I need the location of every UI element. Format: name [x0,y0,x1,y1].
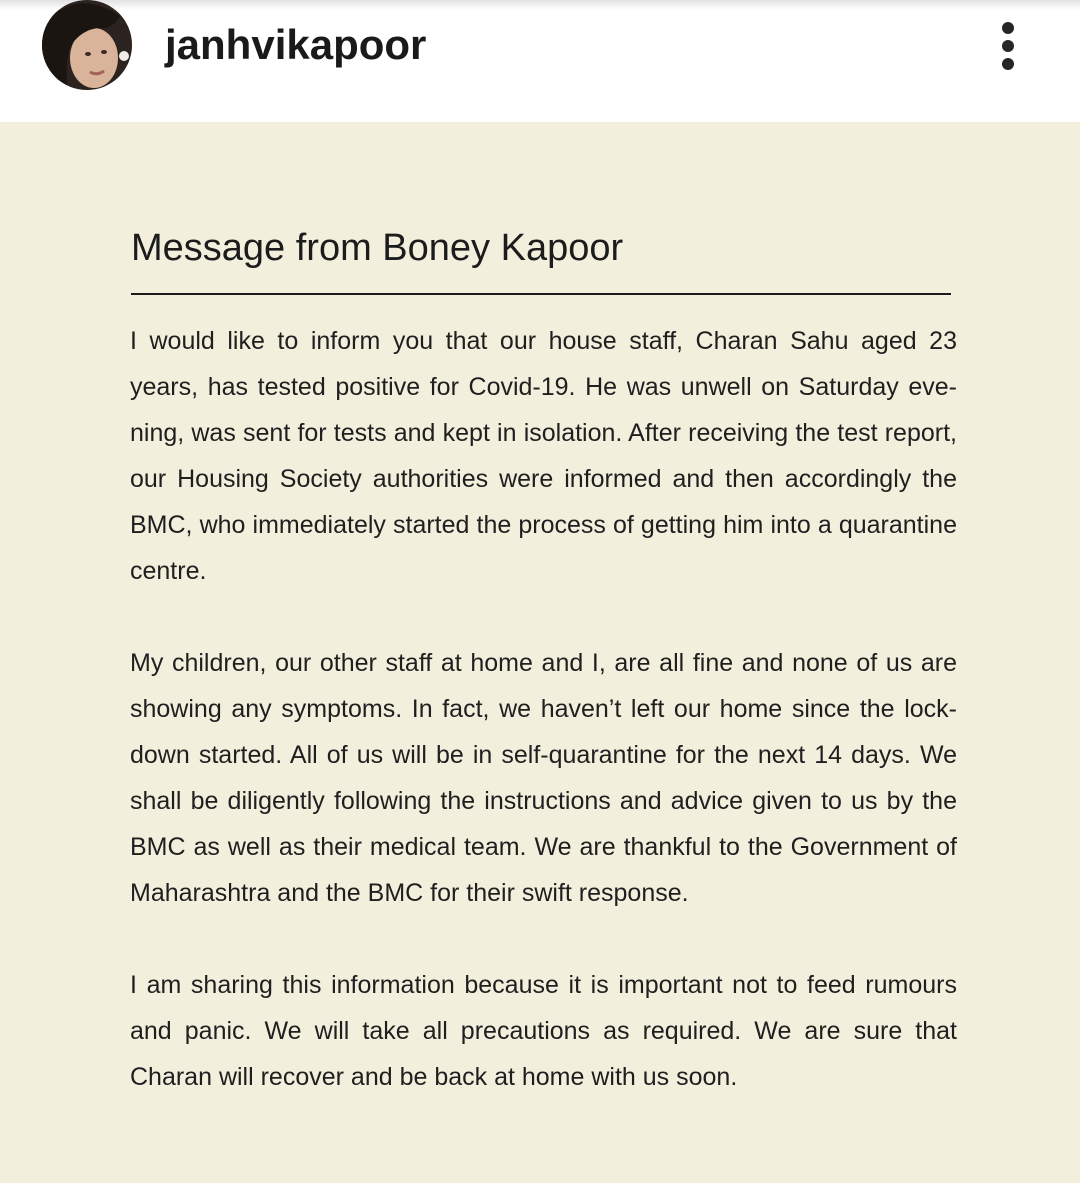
title-divider [131,293,951,295]
more-vertical-icon [1002,22,1014,34]
post-body [130,318,957,1146]
paragraph: I am sharing this information because it is important not to feed rumours and panic. We will take all precautions as required. We are sure that Charan will recover and be back at home with us soon. [130,971,957,1091]
more-options-button[interactable] [986,18,1030,74]
post-header [0,0,1080,122]
post-title: Message from Boney Kapoor [131,227,624,269]
username[interactable]: janhvikapoor [165,21,427,68]
paragraph: My children, our other staff at home and I, are all fine and none of us are showing any symptoms. In fact, we haven’t left our home since the lockdown started. All of us will be in self-quarantine for the next 14 days. We shall be diligently following the instructions and advice given to us by the BMC as well as their medical team. We are thankful to the Government of Maharashtra and the BMC for their swift response. [130,649,957,907]
more-vertical-icon [1002,58,1014,70]
profile-photo-icon [42,0,132,90]
more-vertical-icon [1002,40,1014,52]
post-image[interactable] [0,122,1080,1183]
paragraph: I would like to inform you that our house staff, Charan Sahu aged 23 years, has tested positive for Covid-19. He was unwell on Saturday evening, was sent for tests and kept in isolation. After receiving the test report, our Housing Society authorities were informed and then accordingly the BMC, who immediately started the process of getting him into a quarantine centre. [130,327,957,585]
avatar[interactable] [42,0,132,90]
